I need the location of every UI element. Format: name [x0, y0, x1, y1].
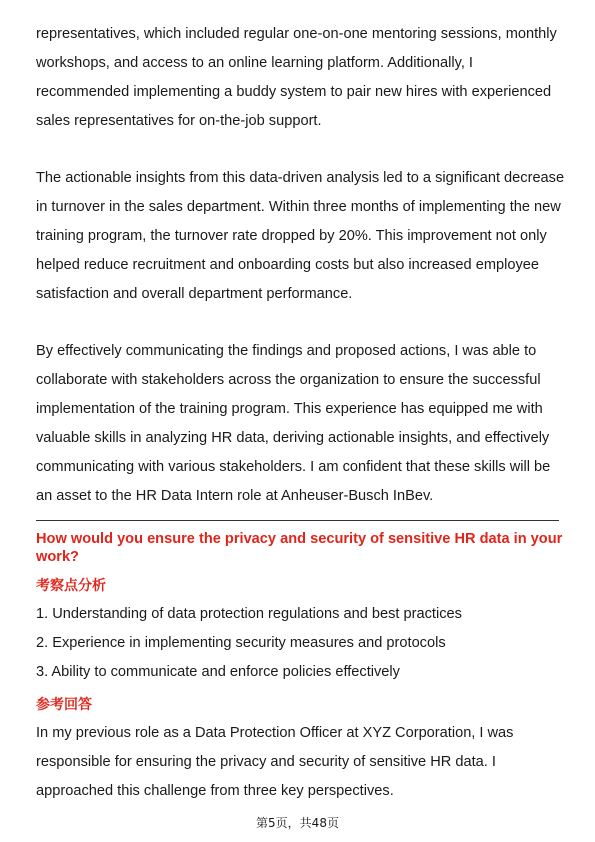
body-paragraph-3 [36, 337, 564, 511]
text-line: collaborate with stakeholders across the organization to ensure the successful [36, 372, 541, 388]
page-number: 第5页，共48页 [256, 816, 339, 830]
reference-answer-paragraph [36, 719, 564, 806]
text-line: implementation of the training program. This experience has equipped me with [36, 401, 543, 417]
text-line: approached this challenge from three key perspectives. [36, 783, 394, 799]
text-line: helped reduce recruitment and onboarding costs but also increased employee [36, 257, 539, 273]
focus-points-list [36, 600, 462, 687]
text-line: in turnover in the sales department. Within three months of implementing the new [36, 199, 561, 215]
text-line: valuable skills in analyzing HR data, deriving actionable insights, and effectively [36, 430, 550, 446]
focus-points-label: 考察点分析 [36, 578, 106, 594]
text-line: workshops, and access to an online learning platform. Additionally, I [36, 55, 473, 71]
text-line: sales representatives for on-the-job support. [36, 113, 322, 129]
text-line: In my previous role as a Data Protection Officer at XYZ Corporation, I was [36, 725, 514, 741]
body-paragraph-2 [36, 164, 564, 309]
question-line: work? [36, 549, 79, 565]
question-heading [36, 530, 564, 566]
body-paragraph-1 [36, 20, 564, 136]
text-line: an asset to the HR Data Intern role at Anheuser-Busch InBev. [36, 488, 434, 504]
reference-answer-label: 参考回答 [36, 697, 92, 713]
text-line: By effectively communicating the findings and proposed actions, I was able to [36, 343, 537, 359]
text-line: training program, the turnover rate dropped by 20%. This improvement not only [36, 228, 547, 244]
text-line: The actionable insights from this data-driven analysis led to a significant decrease [36, 170, 565, 186]
question-line: How would you ensure the privacy and security of sensitive HR data in your [36, 531, 563, 547]
text-line: communicating with various stakeholders. I am confident that these skills will be [36, 459, 551, 475]
text-line: satisfaction and overall department performance. [36, 286, 353, 302]
list-item: 1. Understanding of data protection regulations and best practices [36, 606, 462, 622]
list-item: 2. Experience in implementing security measures and protocols [36, 635, 446, 651]
text-line: responsible for ensuring the privacy and security of sensitive HR data. I [36, 754, 496, 770]
text-line: representatives, which included regular one-on-one mentoring sessions, monthly [36, 26, 557, 42]
section-divider [36, 520, 559, 521]
list-item: 3. Ability to communicate and enforce policies effectively [36, 664, 400, 680]
text-line: recommended implementing a buddy system to pair new hires with experienced [36, 84, 552, 100]
